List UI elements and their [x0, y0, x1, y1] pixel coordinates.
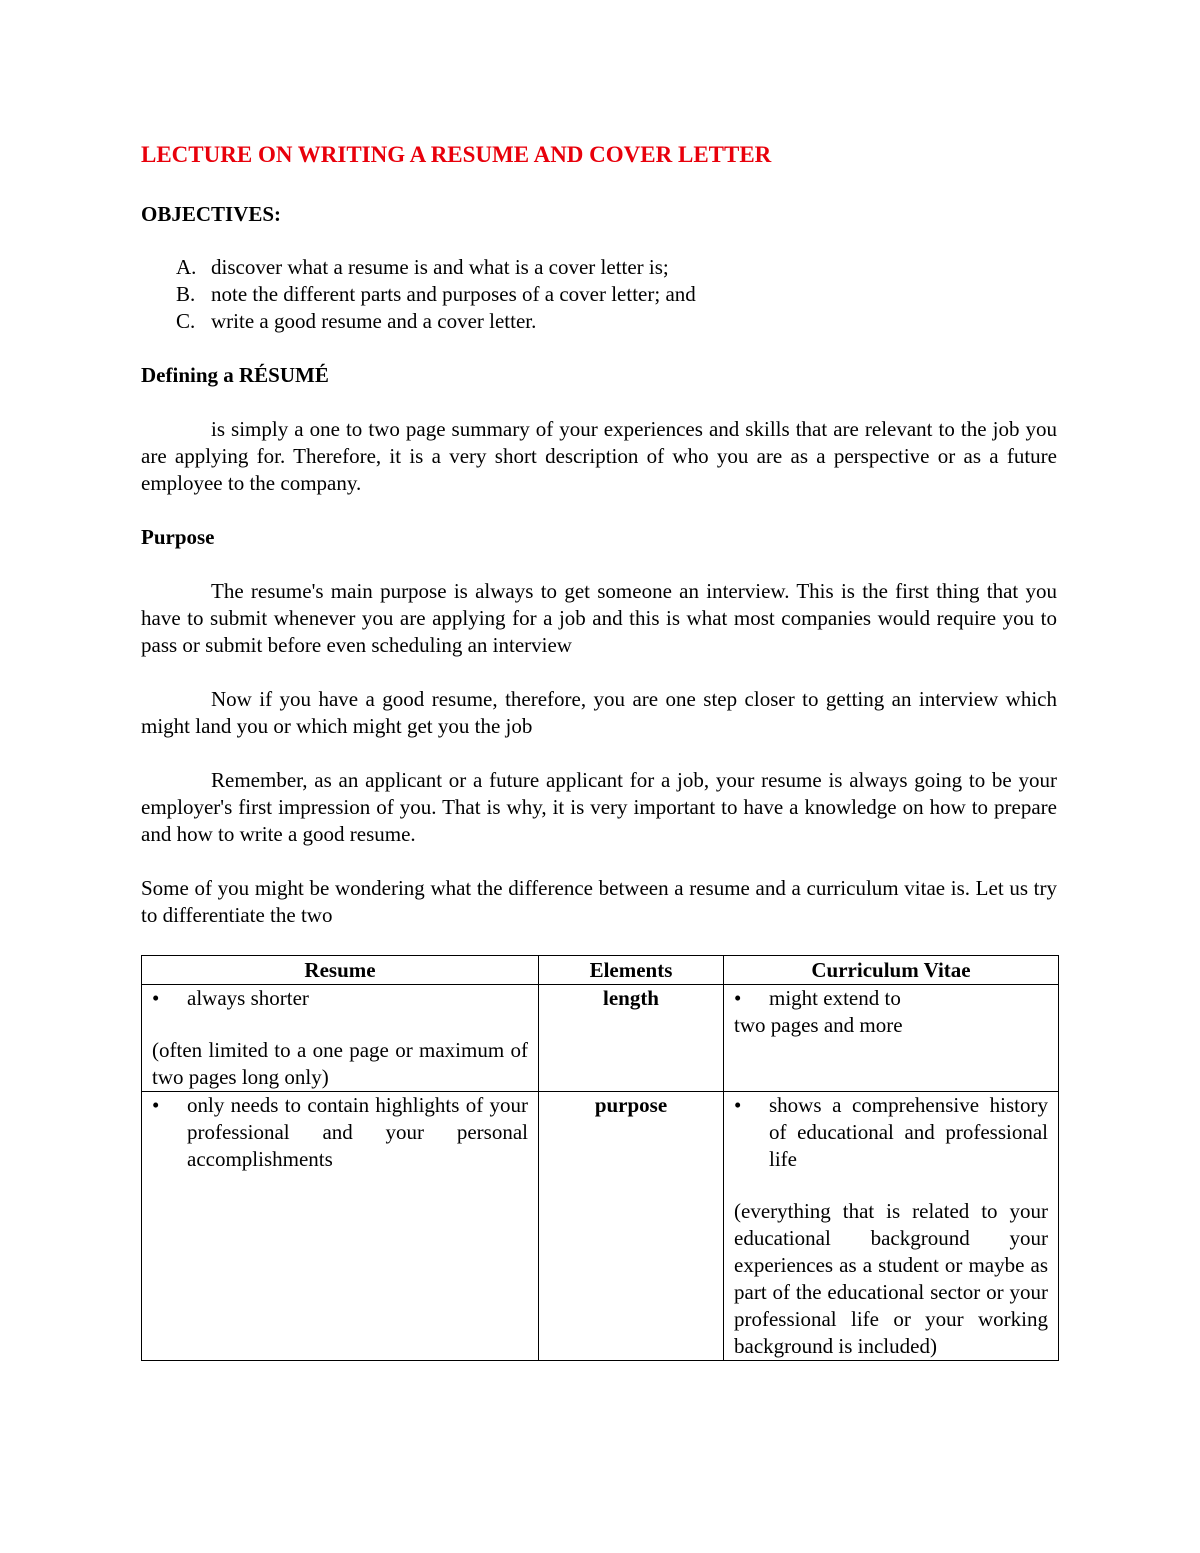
- resume-note: (often limited to a one page or maximum of two pages long only): [152, 1038, 528, 1089]
- comparison-intro: Some of you might be wondering what the difference between a resume and a curriculum vitae is. Let us try to differentiate the two: [141, 876, 1057, 927]
- cv-cell: [724, 985, 1059, 1092]
- bullet-icon: •: [152, 1093, 160, 1117]
- cv-note: (everything that is related to your educational background your experiences as a student or maybe as part of the educational sector or your professional life or your working background is included): [734, 1199, 1048, 1358]
- element-label: length: [539, 985, 724, 1092]
- defining-heading: Defining a RÉSUMÉ: [141, 363, 329, 387]
- objective-letter: A.: [176, 255, 197, 279]
- resume-cell: [142, 1092, 539, 1361]
- element-label: purpose: [539, 1092, 724, 1361]
- objective-letter: B.: [176, 282, 196, 306]
- objective-text: note the different parts and purposes of a cover letter; and: [211, 282, 696, 306]
- purpose-heading: Purpose: [141, 525, 215, 549]
- bullet-item: [152, 985, 528, 1012]
- table-row: [142, 1092, 1059, 1361]
- page-title: LECTURE ON WRITING A RESUME AND COVER LETTER: [141, 142, 772, 167]
- objective-item: [176, 254, 876, 281]
- cv-cell: [724, 1092, 1059, 1361]
- objectives-heading: OBJECTIVES:: [141, 202, 282, 226]
- defining-paragraph: is simply a one to two page summary of your experiences and skills that are relevant to the job you are applying for. Therefore, it is a very short description of who you are as a perspective or as a future employee to the company.: [141, 417, 1057, 495]
- objective-text: write a good resume and a cover letter.: [211, 309, 537, 333]
- purpose-paragraph: Remember, as an applicant or a future applicant for a job, your resume is always going to be your employer's first impression of you. That is why, it is very important to have a knowledge on how to prepare and how to write a good resume.: [141, 768, 1057, 846]
- bullet-item: [152, 1092, 528, 1173]
- bullet-item: [734, 985, 1048, 1012]
- bullet-text: only needs to contain highlights of your professional and your personal accomplishments: [187, 1093, 528, 1171]
- objective-item: [176, 281, 876, 308]
- bullet-icon: •: [734, 986, 742, 1010]
- bullet-text: shows a comprehensive history of educational and professional life: [769, 1093, 1048, 1171]
- bullet-text: always shorter: [187, 986, 309, 1010]
- bullet-icon: •: [734, 1093, 742, 1117]
- header-cv: Curriculum Vitae: [724, 956, 1059, 985]
- objective-item: [176, 308, 876, 335]
- purpose-paragraph: The resume's main purpose is always to get someone an interview. This is the first thing that you have to submit whenever you are applying for a job and this is what most companies would require you to pass or submit before even scheduling an interview: [141, 579, 1057, 657]
- purpose-paragraph: Now if you have a good resume, therefore, you are one step closer to getting an interview which might land you or which might get you the job: [141, 687, 1057, 738]
- cv-note: two pages and more: [734, 1013, 903, 1037]
- objectives-list: [176, 254, 876, 335]
- table-row: [142, 985, 1059, 1092]
- objective-letter: C.: [176, 309, 196, 333]
- comparison-table: [141, 955, 1059, 1361]
- header-elements: Elements: [539, 956, 724, 985]
- bullet-icon: •: [152, 986, 160, 1010]
- objective-text: discover what a resume is and what is a cover letter is;: [211, 255, 669, 279]
- resume-cell: [142, 985, 539, 1092]
- header-resume: Resume: [142, 956, 539, 985]
- table-header-row: [142, 956, 1059, 985]
- bullet-item: [734, 1092, 1048, 1173]
- bullet-text: might extend to: [769, 986, 901, 1010]
